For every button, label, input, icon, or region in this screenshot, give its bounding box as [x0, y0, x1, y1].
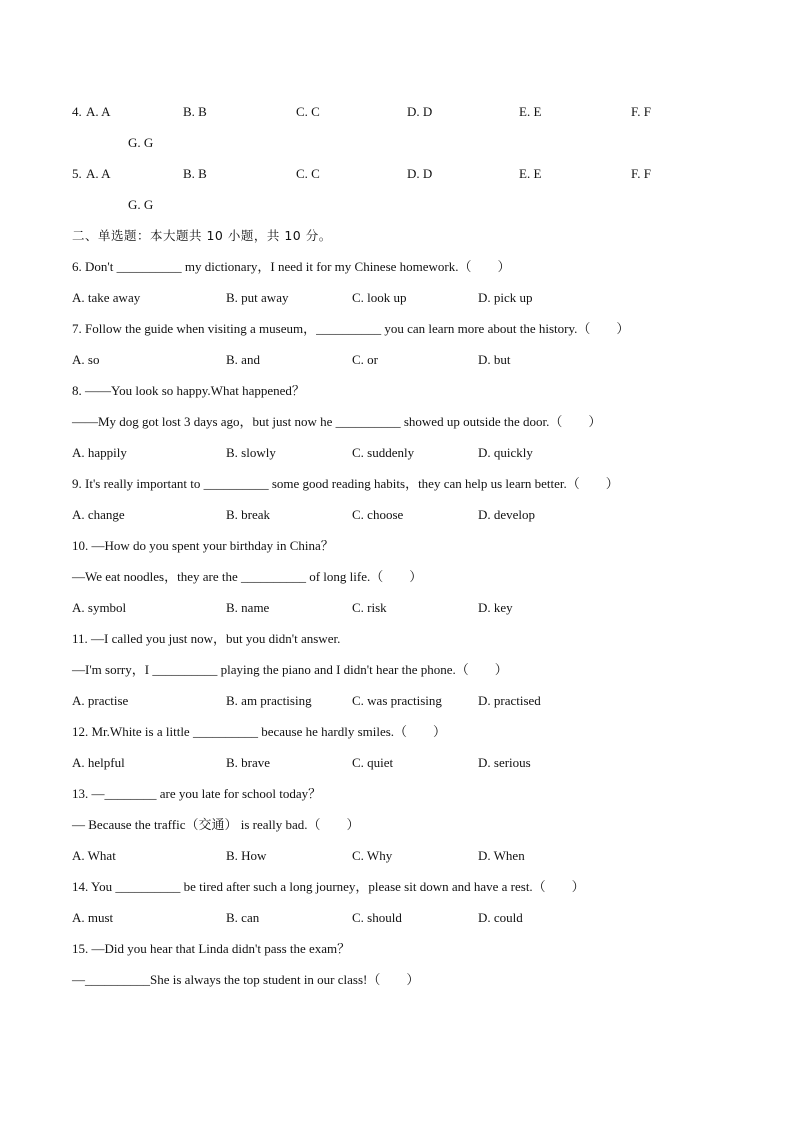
question-number: 5. [72, 166, 82, 181]
option-d: D. could [478, 910, 523, 925]
option-b: B. put away [226, 290, 289, 305]
option-b: B. B [183, 166, 207, 181]
option-d: D. pick up [478, 290, 533, 305]
question-line: ——My dog got lost 3 days ago，but just now he __________ showed up outside the door.（ ） [72, 414, 602, 429]
option-c: C. Why [352, 848, 393, 863]
question-line: —We eat noodles，they are the __________ of long life.（ ） [72, 569, 423, 584]
option-e: E. E [519, 166, 542, 181]
question-number: 4. [72, 104, 82, 119]
option-c: C. should [352, 910, 402, 925]
option-d: D. quickly [478, 445, 533, 460]
question-stem: 11. —I called you just now，but you didn't answer. [72, 631, 341, 646]
option-d: D. serious [478, 755, 531, 770]
option-a: A. so [72, 352, 100, 367]
option-d: D. practised [478, 693, 541, 708]
question-stem: 7. Follow the guide when visiting a museum，__________ you can learn more about the history.（ ） [72, 321, 630, 336]
option-a: A. change [72, 507, 125, 522]
question-stem: 13. —________ are you late for school today？ [72, 786, 322, 801]
option-a: A. helpful [72, 755, 125, 770]
question-line: —I'm sorry，I __________ playing the piano and I didn't hear the phone.（ ） [72, 662, 508, 677]
question-stem: 10. —How do you spent your birthday in China？ [72, 538, 334, 553]
option-c: C. C [296, 104, 320, 119]
option-f: F. F [631, 166, 651, 181]
section-heading: 二、单选题：本大题共 10 小题，共 10 分。 [72, 228, 332, 243]
option-b: B. can [226, 910, 260, 925]
question-stem: 14. You __________ be tired after such a long journey，please sit down and have a rest.（ ） [72, 879, 585, 894]
option-g: G. G [128, 197, 154, 212]
option-c: C. suddenly [352, 445, 415, 460]
option-c: C. or [352, 352, 378, 367]
option-c: C. look up [352, 290, 407, 305]
option-b: B. slowly [226, 445, 276, 460]
option-d: D. When [478, 848, 525, 863]
question-stem: 8. ——You look so happy.What happened？ [72, 383, 305, 398]
option-a: A. practise [72, 693, 129, 708]
option-d: D. but [478, 352, 511, 367]
option-d: D. D [407, 166, 433, 181]
question-stem: 12. Mr.White is a little __________ because he hardly smiles.（ ） [72, 724, 447, 739]
option-b: B. name [226, 600, 270, 615]
option-g: G. G [128, 135, 154, 150]
option-a: A. happily [72, 445, 127, 460]
option-c: C. risk [352, 600, 387, 615]
option-b: B. am practising [226, 693, 312, 708]
question-line: —__________She is always the top student in our class!（ ） [72, 972, 420, 987]
option-a: A. must [72, 910, 114, 925]
option-b: B. B [183, 104, 207, 119]
option-c: C. quiet [352, 755, 394, 770]
option-b: B. break [226, 507, 271, 522]
option-e: E. E [519, 104, 542, 119]
option-b: B. brave [226, 755, 271, 770]
question-stem: 15. —Did you hear that Linda didn't pass the exam？ [72, 941, 351, 956]
option-d: D. key [478, 600, 513, 615]
option-f: F. F [631, 104, 651, 119]
option-a: A. A [86, 166, 111, 181]
option-d: D. develop [478, 507, 536, 522]
option-c: C. choose [352, 507, 404, 522]
option-d: D. D [407, 104, 433, 119]
option-b: B. and [226, 352, 260, 367]
question-stem: 6. Don't __________ my dictionary，I need it for my Chinese homework.（ ） [72, 259, 511, 274]
option-a: A. symbol [72, 600, 127, 615]
option-c: C. was practising [352, 693, 442, 708]
question-stem: 9. It's really important to __________ some good reading habits，they can help us learn better.（ ） [72, 476, 619, 491]
option-a: A. What [72, 848, 116, 863]
question-line: — Because the traffic（交通） is really bad.（ ） [72, 817, 360, 832]
option-c: C. C [296, 166, 320, 181]
option-b: B. How [226, 848, 267, 863]
option-a: A. take away [72, 290, 141, 305]
option-a: A. A [86, 104, 111, 119]
